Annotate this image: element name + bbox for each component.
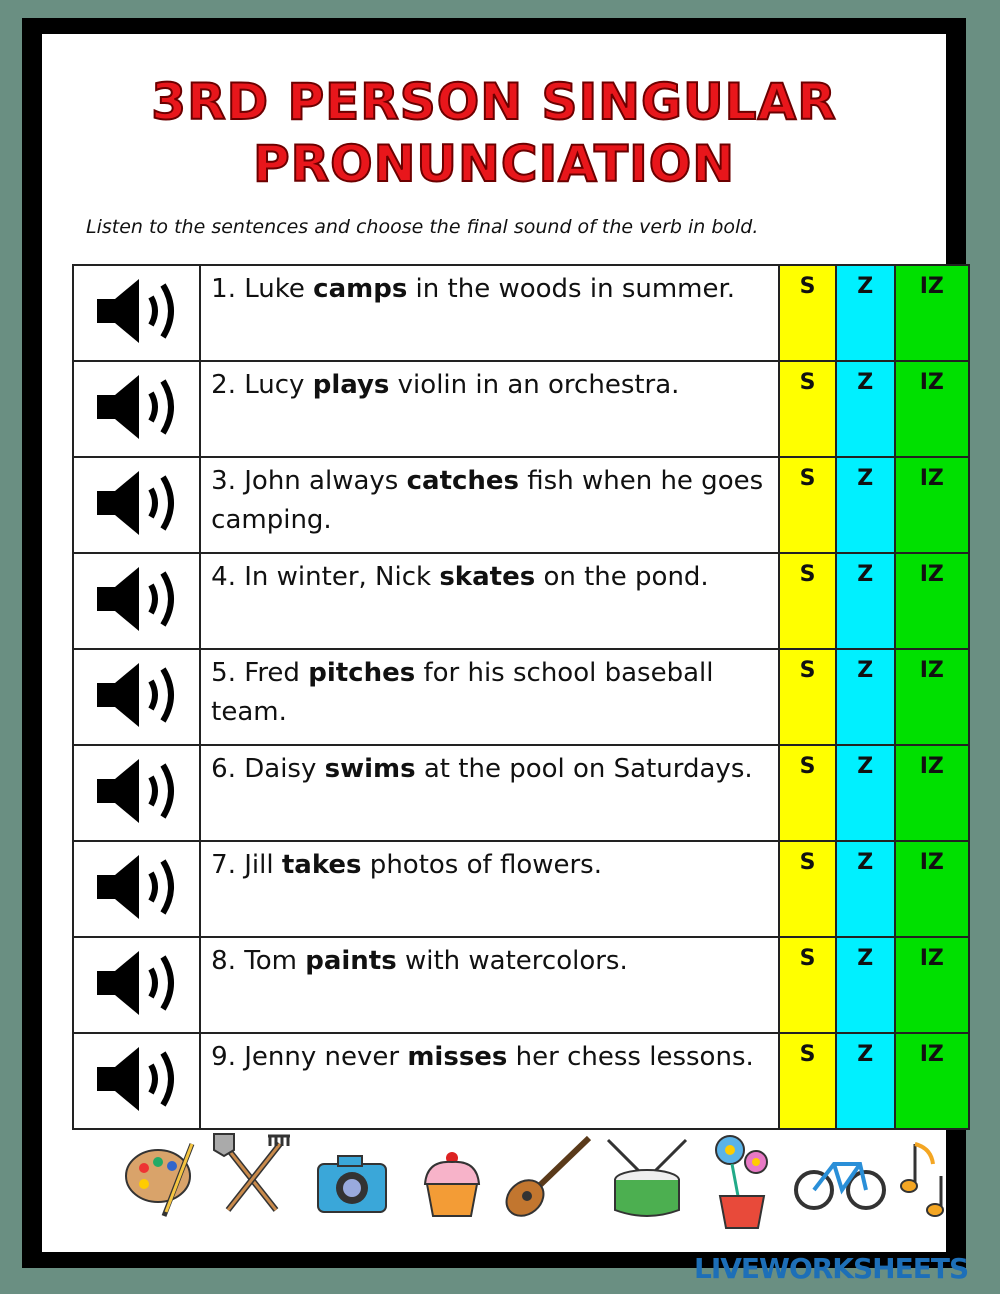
option-s[interactable]: S [779,841,836,937]
sentence [200,649,779,745]
sentence-before: Lucy [244,370,313,400]
sentence-verb: paints [305,946,397,976]
option-z[interactable]: Z [836,937,895,1033]
table-row [73,457,969,553]
palette-icon [122,1124,202,1224]
flower-pot-icon [702,1124,782,1234]
option-iz[interactable]: IZ [895,745,969,841]
table-row [73,265,969,361]
sentence-number: 2. [211,370,236,400]
speaker-icon[interactable] [73,265,200,361]
sentence-verb: catches [406,466,520,496]
sentence-number: 3. [211,466,236,496]
title-line-1: 3RD PERSON SINGULAR [151,73,837,131]
speaker-icon[interactable] [73,553,200,649]
option-z[interactable]: Z [836,745,895,841]
music-notes-icon [897,1124,957,1224]
table-row [73,937,969,1033]
sentence-after: her chess lessons. [507,1042,754,1072]
sentence-after: on the pond. [535,562,709,592]
sentence-verb: swims [324,754,416,784]
option-iz[interactable]: IZ [895,265,969,361]
worksheet-page [42,34,946,1252]
sentence-before: Fred [244,658,309,688]
sentence-after: photos of flowers. [361,850,602,880]
option-s[interactable]: S [779,937,836,1033]
sentence-before: Luke [244,274,314,304]
sentence-number: 8. [211,946,236,976]
instructions: Listen to the sentences and choose the final sound of the verb in bold. [86,216,759,238]
option-s[interactable]: S [779,361,836,457]
sentence-verb: misses [407,1042,508,1072]
sentence-after: at the pool on Saturdays. [415,754,753,784]
exercise-table [72,264,970,1130]
table-row [73,361,969,457]
sentence-verb: camps [313,274,408,304]
table-row [73,649,969,745]
option-s[interactable]: S [779,649,836,745]
speaker-icon[interactable] [73,937,200,1033]
sentence [200,1033,779,1129]
sentence-before: Jenny never [244,1042,408,1072]
table-row [73,553,969,649]
speaker-icon[interactable] [73,841,200,937]
sentence [200,841,779,937]
sentence-number: 4. [211,562,236,592]
option-s[interactable]: S [779,1033,836,1129]
title-line-2: PRONUNCIATION [252,135,736,193]
camera-icon [312,1124,392,1224]
decorative-icons [72,1124,952,1234]
sentence-after: fish when he goes camping. [211,466,764,535]
option-s[interactable]: S [779,457,836,553]
shovel-rake-icon [212,1124,292,1224]
sentence-before: John always [244,466,407,496]
sentence-number: 6. [211,754,236,784]
sentence-after: for his school baseball team. [211,658,714,727]
watermark: LIVEWORKSHEETS [694,1252,969,1285]
sentence-verb: skates [439,562,536,592]
sentence-verb: takes [281,850,362,880]
option-z[interactable]: Z [836,649,895,745]
sentence [200,457,779,553]
option-z[interactable]: Z [836,841,895,937]
sentence [200,361,779,457]
guitar-icon [497,1124,597,1224]
bicycle-icon [790,1124,890,1224]
sentence-after: violin in an orchestra. [389,370,680,400]
option-s[interactable]: S [779,553,836,649]
option-iz[interactable]: IZ [895,457,969,553]
worksheet-frame [22,18,966,1268]
sentence-number: 7. [211,850,236,880]
option-iz[interactable]: IZ [895,361,969,457]
speaker-icon[interactable] [73,649,200,745]
drum-icon [602,1124,692,1224]
sentence [200,265,779,361]
speaker-icon[interactable] [73,457,200,553]
sentence [200,745,779,841]
option-z[interactable]: Z [836,361,895,457]
sentence-number: 5. [211,658,236,688]
sentence-before: In winter, Nick [244,562,440,592]
speaker-icon[interactable] [73,361,200,457]
option-z[interactable]: Z [836,265,895,361]
sentence [200,553,779,649]
speaker-icon[interactable] [73,1033,200,1129]
option-iz[interactable]: IZ [895,649,969,745]
sentence [200,937,779,1033]
sentence-after: in the woods in summer. [407,274,736,304]
table-row [73,841,969,937]
option-z[interactable]: Z [836,457,895,553]
sentence-after: with watercolors. [396,946,628,976]
option-s[interactable]: S [779,745,836,841]
sentence-before: Jill [244,850,282,880]
sentence-before: Tom [244,946,306,976]
option-z[interactable]: Z [836,1033,895,1129]
option-iz[interactable]: IZ [895,841,969,937]
cupcake-icon [417,1124,487,1224]
sentence-verb: plays [312,370,390,400]
option-s[interactable]: S [779,265,836,361]
option-z[interactable]: Z [836,553,895,649]
option-iz[interactable]: IZ [895,1033,969,1129]
sentence-number: 9. [211,1042,236,1072]
sentence-number: 1. [211,274,236,304]
option-iz[interactable]: IZ [895,937,969,1033]
speaker-icon[interactable] [73,745,200,841]
sentence-verb: pitches [308,658,416,688]
option-iz[interactable]: IZ [895,553,969,649]
sentence-before: Daisy [244,754,325,784]
table-row [73,1033,969,1129]
table-row [73,745,969,841]
